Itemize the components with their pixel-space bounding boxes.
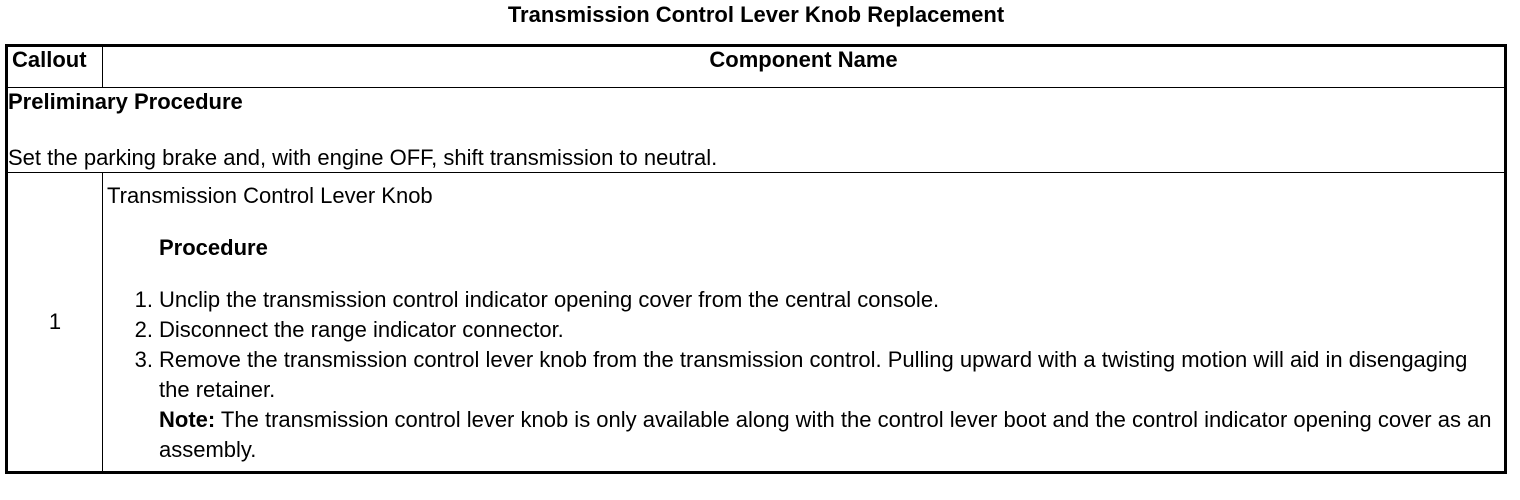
callout-column-header: Callout <box>7 46 103 88</box>
procedure-table <box>5 44 1507 474</box>
step-number: 2. <box>134 317 153 342</box>
preliminary-procedure-text: Set the parking brake and, with engine OFF, shift transmission to neutral. <box>8 145 718 170</box>
preliminary-procedure-row <box>7 88 1506 173</box>
preliminary-procedure-heading: Preliminary Procedure <box>8 89 243 114</box>
step-number: 1. <box>134 287 153 312</box>
component-name: Transmission Control Lever Knob <box>107 183 433 208</box>
procedure-heading: Procedure <box>159 235 268 260</box>
step-text: Unclip the transmission control indicator opening cover from the central console. <box>159 287 940 312</box>
procedure-step <box>134 345 1498 465</box>
procedure-step <box>134 315 1498 345</box>
procedure-step <box>134 285 1498 315</box>
procedure-steps-list <box>107 285 1498 465</box>
callout-number: 1 <box>7 173 103 473</box>
note <box>159 405 1498 465</box>
document-title: Transmission Control Lever Knob Replacement <box>507 2 1005 27</box>
table-row <box>7 173 1506 473</box>
table-header-row <box>7 46 1506 88</box>
note-text: The transmission control lever knob is only available along with the control lever boot and the control indicator opening cover as an assembly. <box>159 407 1492 462</box>
step-text: Disconnect the range indicator connector. <box>159 317 564 342</box>
note-label: Note: <box>159 407 216 432</box>
step-number: 3. <box>134 347 153 372</box>
component-name-column-header: Component Name <box>103 46 1506 88</box>
preliminary-procedure-cell <box>7 88 1506 173</box>
step-text: Remove the transmission control lever knob from the transmission control. Pulling upward with a twisting motion will aid in disengaging the retainer. <box>159 347 1468 402</box>
component-cell <box>103 173 1506 473</box>
